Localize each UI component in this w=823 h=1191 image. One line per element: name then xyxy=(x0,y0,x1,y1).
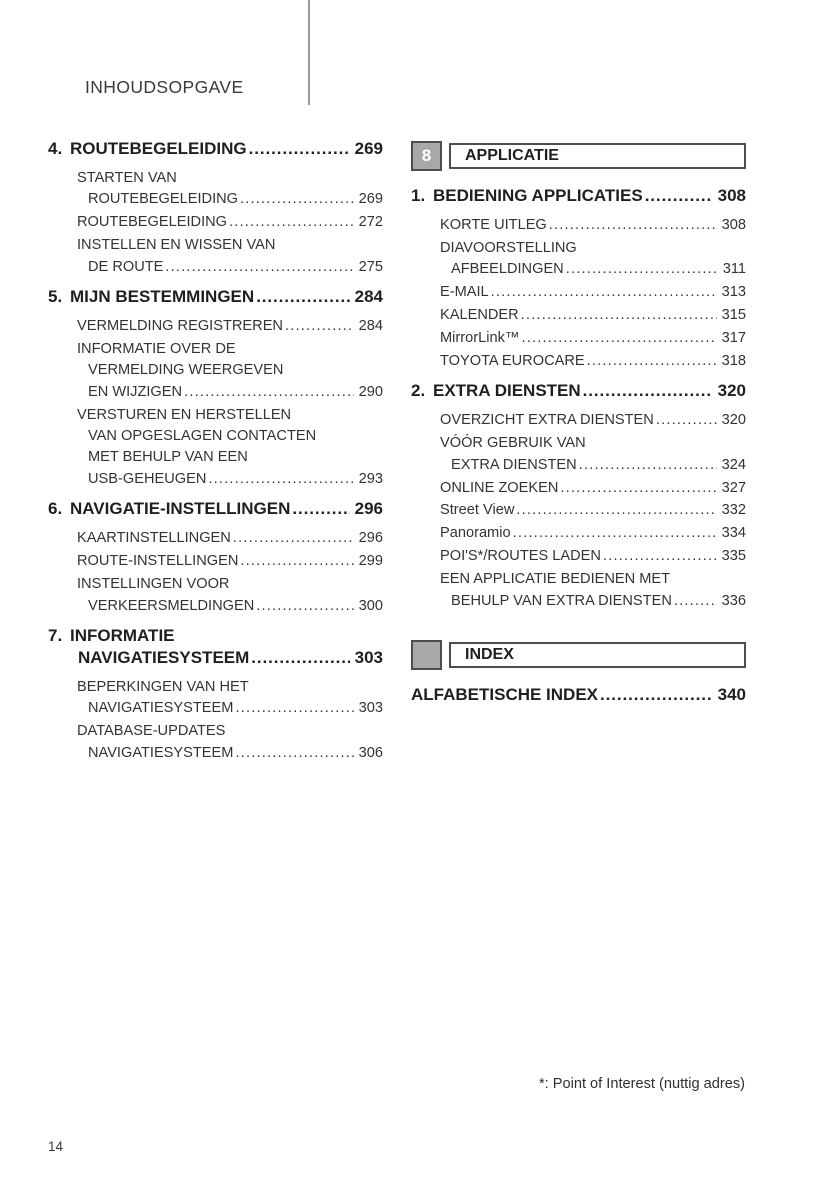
toc-entry-label: VÓÓR GEBRUIK VAN xyxy=(440,435,586,452)
section-page-ref: 320 xyxy=(717,381,746,401)
section-heading xyxy=(411,380,746,402)
dot-leader xyxy=(292,498,349,520)
toc-entry-page: 303 xyxy=(358,700,383,717)
section-heading xyxy=(411,185,746,207)
toc-section xyxy=(48,286,383,490)
section-heading xyxy=(48,138,383,160)
toc-entry xyxy=(48,574,383,617)
toc-entry-label: INSTELLINGEN VOOR xyxy=(77,576,230,593)
section-page-ref: 303 xyxy=(354,647,383,667)
toc-entry xyxy=(411,305,746,326)
dot-leader xyxy=(645,185,713,207)
toc-left-column xyxy=(48,130,383,766)
toc-entry-page: 284 xyxy=(358,318,383,335)
dot-leader xyxy=(516,500,716,521)
section-title: BEDIENING APPLICATIES xyxy=(433,186,643,205)
section-number: 4. xyxy=(48,139,63,158)
toc-entry-label: EEN APPLICATIE BEDIENEN MET xyxy=(440,571,671,588)
section-title: ROUTEBEGELEIDING xyxy=(70,139,247,158)
toc-entry xyxy=(48,551,383,572)
toc-entry xyxy=(411,215,746,236)
section-page-ref: 269 xyxy=(354,139,383,158)
dot-leader xyxy=(583,380,713,402)
toc-entry-label: USB-GEHEUGEN xyxy=(88,470,207,487)
section-page-ref: 308 xyxy=(717,186,746,205)
toc-entry xyxy=(411,433,746,476)
toc-entry-label: INFORMATIE OVER DE xyxy=(77,340,236,357)
dot-leader xyxy=(549,215,717,236)
dot-leader xyxy=(256,286,349,308)
toc-right-column xyxy=(411,141,746,714)
toc-entry-label: VERMELDING REGISTREREN xyxy=(77,318,283,335)
toc-entry-page: 327 xyxy=(721,479,746,496)
toc-entry-label: KORTE UITLEG xyxy=(440,217,547,233)
toc-entry-page: 332 xyxy=(721,502,746,519)
dot-leader xyxy=(587,351,717,372)
toc-entry xyxy=(411,351,746,372)
dot-leader xyxy=(560,478,716,499)
toc-entry-page: 275 xyxy=(358,258,383,275)
toc-entry-label: AFBEELDINGEN xyxy=(451,261,564,278)
toc-entry xyxy=(411,523,746,544)
dot-leader xyxy=(600,684,713,706)
dot-leader xyxy=(513,523,717,544)
toc-entry xyxy=(48,168,383,211)
dot-leader xyxy=(184,382,354,403)
toc-entry-label: VERMELDING WEERGEVEN xyxy=(88,362,284,379)
toc-entry-label: KAARTINSTELLINGEN xyxy=(77,530,231,547)
alphabetical-index-page: 340 xyxy=(717,685,746,704)
toc-entry-label: E-MAIL xyxy=(440,284,489,301)
dot-leader xyxy=(521,305,717,326)
toc-entry xyxy=(411,410,746,431)
section-page-ref: 296 xyxy=(354,499,383,519)
dot-leader xyxy=(229,212,354,233)
dot-leader xyxy=(233,528,354,549)
section-number: 5. xyxy=(48,287,63,307)
toc-entry-page: 299 xyxy=(358,553,383,570)
toc-section xyxy=(411,185,746,372)
toc-entry-label: ONLINE ZOEKEN xyxy=(440,479,559,496)
toc-entry-page: 313 xyxy=(721,284,746,301)
dot-leader xyxy=(240,189,354,210)
toc-entry-page: 320 xyxy=(721,412,746,429)
toc-entry-page: 324 xyxy=(721,456,746,473)
toc-entry-page: 269 xyxy=(358,191,383,208)
toc-entry-page: 293 xyxy=(358,470,383,487)
toc-entry-label: MirrorLink™ xyxy=(440,330,520,347)
chapter-title-box xyxy=(449,143,746,169)
toc-section xyxy=(48,498,383,617)
chapter-banner xyxy=(411,141,746,171)
toc-entry-page: 308 xyxy=(721,217,746,233)
alphabetical-index-label: ALFABETISCHE INDEX xyxy=(411,685,599,704)
page-number: 14 xyxy=(48,1139,64,1154)
toc-entry xyxy=(48,528,383,549)
dot-leader xyxy=(165,257,353,278)
toc-entry-page: 290 xyxy=(358,383,383,400)
dot-leader xyxy=(566,259,717,280)
toc-entry-label: DATABASE-UPDATES xyxy=(77,723,226,740)
footnote: *: Point of Interest (nuttig adres) xyxy=(538,1076,745,1092)
section-title: NAVIGATIE-INSTELLINGEN xyxy=(70,499,291,519)
toc-entry-label: STARTEN VAN xyxy=(77,170,177,186)
dot-leader xyxy=(240,551,353,572)
section-page-ref: 284 xyxy=(354,287,383,307)
toc-entry xyxy=(48,405,383,491)
toc-entry xyxy=(411,328,746,349)
section-title: EXTRA DIENSTEN xyxy=(433,381,581,401)
toc-entry xyxy=(48,316,383,337)
toc-entry xyxy=(48,212,383,233)
dot-leader xyxy=(251,647,349,669)
section-number: 2. xyxy=(411,381,426,401)
toc-entry xyxy=(411,478,746,499)
dot-leader xyxy=(235,743,353,764)
index-banner xyxy=(411,640,746,670)
toc-entry xyxy=(48,721,383,764)
toc-entry xyxy=(411,569,746,612)
chapter-number-badge: 8 xyxy=(411,141,442,171)
toc-entry xyxy=(48,677,383,720)
index-title-box xyxy=(449,642,746,668)
dot-leader xyxy=(674,591,717,612)
dot-leader xyxy=(256,596,353,617)
toc-entry xyxy=(411,500,746,521)
toc-entry-label: BEPERKINGEN VAN HET xyxy=(77,678,249,695)
toc-section xyxy=(48,625,383,764)
chapter-title: APPLICATIE xyxy=(465,147,559,164)
alphabetical-index-entry xyxy=(411,684,746,706)
toc-entry-label: ROUTEBEGELEIDING xyxy=(88,191,239,208)
section-title: INFORMATIE xyxy=(70,625,175,645)
toc-entry-label: ROUTEBEGELEIDING xyxy=(77,214,228,231)
index-title: INDEX xyxy=(465,646,514,663)
section-heading xyxy=(48,625,383,669)
toc-entry-label: EXTRA DIENSTEN xyxy=(451,456,577,473)
toc-entry-label: Panoramio xyxy=(440,525,511,542)
section-number: 6. xyxy=(48,499,63,519)
section-heading xyxy=(48,498,383,520)
toc-entry-label: INSTELLEN EN WISSEN VAN xyxy=(77,237,276,254)
toc-entry-label: EN WIJZIGEN xyxy=(88,383,183,400)
dot-leader xyxy=(521,328,716,349)
toc-entry-label: Street View xyxy=(440,502,515,519)
toc-entry-label: NAVIGATIESYSTEEM xyxy=(88,744,234,761)
dot-leader xyxy=(656,410,717,431)
toc-entry xyxy=(411,546,746,567)
toc-entry-page: 317 xyxy=(721,330,746,347)
toc-entry-label: VERKEERSMELDINGEN xyxy=(88,597,255,614)
section-number: 7. xyxy=(48,625,63,645)
dot-leader xyxy=(235,698,353,719)
header-divider xyxy=(308,0,310,105)
toc-entry-page: 335 xyxy=(721,548,746,565)
section-number: 1. xyxy=(411,186,426,205)
toc-entry-page: 300 xyxy=(358,597,383,614)
toc-entry-label: KALENDER xyxy=(440,307,519,324)
toc-entry-label: VAN OPGESLAGEN CONTACTEN xyxy=(88,428,317,445)
dot-leader xyxy=(491,282,717,303)
toc-entry xyxy=(411,238,746,281)
dot-leader xyxy=(249,138,350,160)
toc-entry-label: ROUTE-INSTELLINGEN xyxy=(77,553,239,570)
toc-entry xyxy=(48,235,383,278)
dot-leader xyxy=(285,316,354,337)
toc-entry-page: 272 xyxy=(358,214,383,231)
toc-entry-page: 334 xyxy=(721,525,746,542)
toc-entry xyxy=(48,339,383,403)
toc-entry-page: 336 xyxy=(721,592,746,609)
toc-entry-page: 315 xyxy=(721,307,746,324)
dot-leader xyxy=(603,546,717,567)
toc-entry-page: 306 xyxy=(358,744,383,761)
toc-entry-label: DE ROUTE xyxy=(88,258,164,275)
dot-leader xyxy=(208,469,353,490)
toc-entry xyxy=(411,282,746,303)
toc-entry-label: TOYOTA EUROCARE xyxy=(440,352,585,369)
toc-section xyxy=(48,138,383,278)
toc-entry-page: 318 xyxy=(721,352,746,369)
index-badge xyxy=(411,640,442,670)
toc-entry-label: NAVIGATIESYSTEEM xyxy=(88,700,234,717)
toc-entry-label: OVERZICHT EXTRA DIENSTEN xyxy=(440,412,654,429)
dot-leader xyxy=(579,455,717,476)
section-title: NAVIGATIESYSTEEM xyxy=(78,647,250,667)
toc-entry-label: DIAVOORSTELLING xyxy=(440,239,577,256)
toc-entry-page: 311 xyxy=(722,261,746,278)
page-title: INHOUDSOPGAVE xyxy=(85,77,244,97)
toc-entry-label: POI'S*/ROUTES LADEN xyxy=(440,548,601,565)
toc-entry-label: VERSTUREN EN HERSTELLEN xyxy=(77,406,292,423)
toc-entry-label: MET BEHULP VAN EEN xyxy=(88,449,248,466)
toc-entry-page: 296 xyxy=(358,530,383,547)
section-heading xyxy=(48,286,383,308)
toc-section xyxy=(411,380,746,612)
toc-entry-label: BEHULP VAN EXTRA DIENSTEN xyxy=(451,592,672,609)
section-title: MIJN BESTEMMINGEN xyxy=(70,287,255,307)
